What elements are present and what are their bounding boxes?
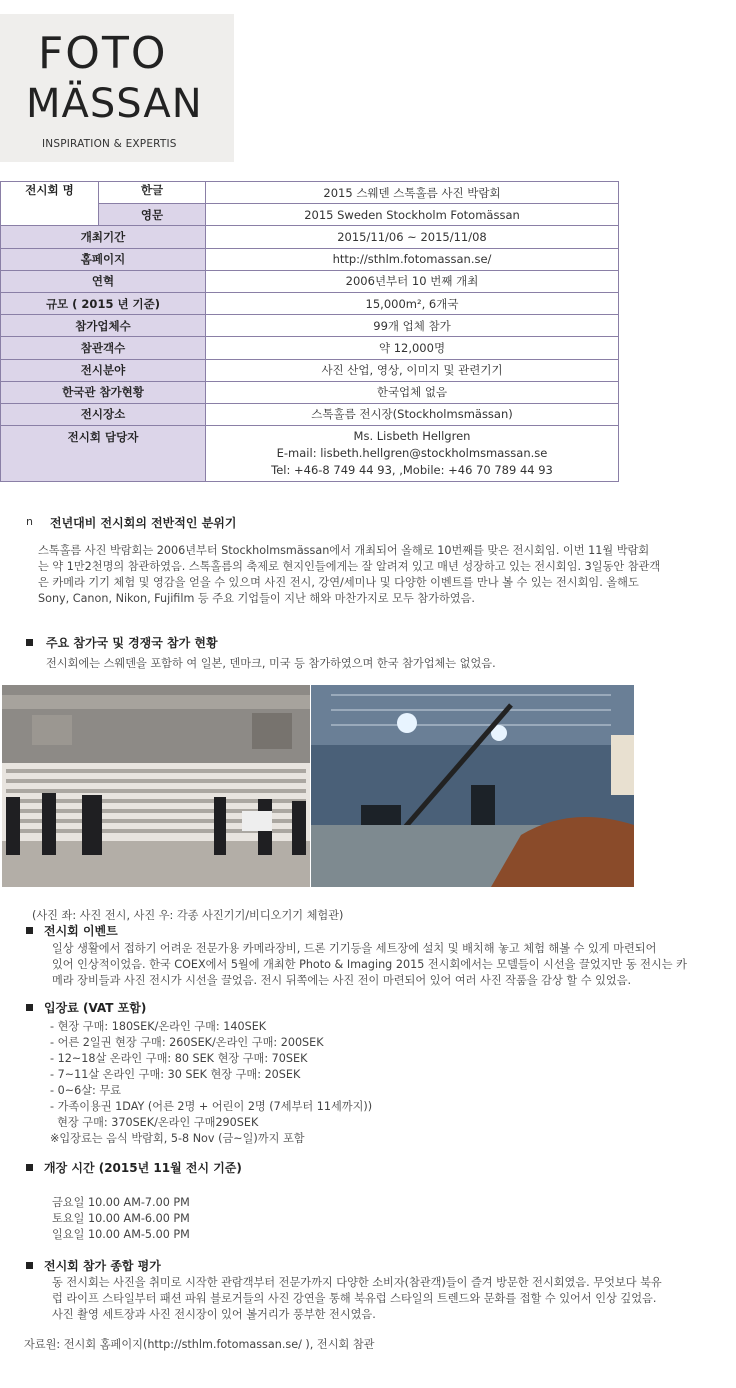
english-label: 영문	[99, 204, 206, 226]
fee-line: - 7~11살 온라인 구매: 30 SEK 현장 구매: 20SEK	[50, 1068, 301, 1081]
venue-value: 스톡홀름 전시장(Stockholmsmässan)	[206, 403, 619, 425]
section1-line: Sony, Canon, Nikon, Fujifilm 등 주요 기업들이 지난 해와 마찬가지로 모두 참가하였음.	[38, 592, 475, 605]
homepage-label: 홈페이지	[1, 248, 206, 270]
hours-line: 일요일 10.00 AM-5.00 PM	[52, 1228, 190, 1241]
korean-value: 2015 스웨덴 스톡홀름 사진 박람회	[206, 182, 619, 204]
hours-line: 토요일 10.00 AM-6.00 PM	[52, 1212, 190, 1225]
section5-heading: 개장 시간 (2015년 11월 전시 기준)	[44, 1161, 242, 1175]
period-label: 개최기간	[1, 226, 206, 248]
logo-tagline: INSPIRATION & EXPERTIS	[42, 138, 177, 150]
visitors-label: 참관객수	[1, 337, 206, 359]
contact-tel: Tel: +46-8 749 44 93, ,Mobile: +46 70 789 44 93	[271, 463, 553, 478]
photo-caption: (사진 좌: 사진 전시, 사진 우: 각종 사진기기/비디오기기 체험관)	[32, 909, 344, 922]
history-label: 연혁	[1, 270, 206, 292]
field-label: 전시분야	[1, 359, 206, 381]
homepage-link[interactable]: http://sthlm.fotomassan.se/	[206, 248, 619, 270]
visitors-value: 약 12,000명	[206, 337, 619, 359]
logo-line1: FOTO	[38, 28, 168, 79]
bullet-square	[26, 1164, 33, 1171]
exhibitors-label: 참가업체수	[1, 315, 206, 337]
section2-heading: 주요 참가국 및 경쟁국 참가 현황	[46, 636, 218, 650]
section1-line: 은 카메라 기기 체험 및 영감을 얻을 수 있으며 사진 전시, 강연/세미나 및 다양한 이벤트를 만나 볼 수 있는 전시회임. 올해도	[38, 576, 639, 589]
logo-line2: MÄSSAN	[26, 81, 203, 127]
section6-line: 동 전시회는 사진을 취미로 시작한 관람객부터 전문가까지 다양한 소비자(참관객)들이 즐겨 방문한 전시회였음. 무엇보다 북유	[52, 1276, 662, 1289]
period-value: 2015/11/06 ~ 2015/11/08	[206, 226, 619, 248]
fee-line: - 어른 2일권 현장 구매: 260SEK/온라인 구매: 200SEK	[50, 1036, 324, 1049]
bullet-square	[26, 639, 33, 646]
bullet-square	[26, 1262, 33, 1269]
contact-name: Ms. Lisbeth Hellgren	[353, 429, 471, 444]
korea-pavilion-value: 한국업체 없음	[206, 381, 619, 403]
fee-line: - 12~18살 온라인 구매: 80 SEK 현장 구매: 70SEK	[50, 1052, 308, 1065]
korean-label: 한글	[99, 182, 206, 204]
name-label: 전시회 명	[1, 182, 99, 226]
field-value: 사진 산업, 영상, 이미지 및 관련기기	[206, 359, 619, 381]
contact-email[interactable]: E-mail: lisbeth.hellgren@stockholmsmassan.se	[276, 446, 548, 461]
section1-heading: 전년대비 전시회의 전반적인 분위기	[50, 516, 237, 530]
fee-line: - 현장 구매: 180SEK/온라인 구매: 140SEK	[50, 1020, 267, 1033]
section1-line: 스톡홀름 사진 박람회는 2006년부터 Stockholmsmässan에서 개최되어 올해로 10번째를 맞은 전시회임. 이번 11월 박람회	[38, 544, 650, 557]
section6-line: 사진 촬영 세트장과 사진 전시장이 있어 볼거리가 풍부한 전시였음.	[52, 1308, 376, 1321]
scale-value: 15,000m², 6개국	[206, 292, 619, 314]
contact-value	[206, 426, 619, 482]
fotomassan-logo	[0, 14, 234, 162]
photo-exhibition	[2, 685, 310, 887]
section3-line: 일상 생활에서 접하기 어려운 전문가용 카메라장비, 드론 기기등을 세트장에 설치 및 배치해 놓고 체험 해볼 수 있게 마련되어	[52, 942, 657, 955]
korea-pavilion-label: 한국관 참가현황	[1, 381, 206, 403]
fee-line: - 0~6살: 무료	[50, 1084, 121, 1097]
photo-equipment-hall	[311, 685, 634, 887]
section6-heading: 전시회 참가 종합 평가	[44, 1259, 161, 1273]
section6-line: 럽 라이프 스타일부터 패션 파워 블로거들의 사진 강연을 통해 북유럽 스타일의 트렌드와 문화를 접할 수 있어서 인상 깊었음.	[52, 1292, 657, 1305]
venue-label: 전시장소	[1, 403, 206, 425]
bullet-square	[26, 927, 33, 934]
section1-marker: n	[26, 515, 33, 528]
exhibitors-value: 99개 업체 참가	[206, 315, 619, 337]
scale-label: 규모 ( 2015 년 기준)	[1, 292, 206, 314]
section3-line: 있어 인상적이었음. 한국 COEX에서 5월에 개최한 Photo & Imaging 2015 전시회에서는 모델들이 시선을 끌었지만 동 전시는 카	[52, 958, 687, 971]
exhibition-info-table	[0, 181, 619, 482]
fee-line: - 가족이용권 1DAY (어른 2명 + 어린이 2명 (7세부터 11세까지))	[50, 1100, 373, 1113]
section3-line: 메라 장비들과 사진 전시가 시선을 끌었음. 전시 뒤쪽에는 사진 전이 마련되어 있어 여러 사진 작품을 감상 할 수 있었음.	[52, 974, 632, 987]
section3-heading: 전시회 이벤트	[44, 924, 118, 938]
bullet-square	[26, 1004, 33, 1011]
hours-line: 금요일 10.00 AM-7.00 PM	[52, 1196, 190, 1209]
source-note: 자료원: 전시회 홈페이지(http://sthlm.fotomassan.se/ ), 전시회 참관	[24, 1338, 375, 1351]
english-value: 2015 Sweden Stockholm Fotomässan	[206, 204, 619, 226]
contact-label: 전시회 담당자	[1, 426, 206, 482]
section4-heading: 입장료 (VAT 포함)	[44, 1001, 147, 1015]
history-value: 2006년부터 10 번째 개최	[206, 270, 619, 292]
fee-line: 현장 구매: 370SEK/온라인 구매290SEK	[50, 1116, 259, 1129]
section2-text: 전시회에는 스웨덴을 포함하 여 일본, 덴마크, 미국 등 참가하였으며 한국 참가업체는 없었음.	[46, 657, 496, 670]
fee-note: ※입장료는 음식 박람회, 5-8 Nov (금~일)까지 포함	[50, 1132, 305, 1145]
section1-line: 는 약 1만2천명의 참관하였음. 스톡홀름의 축제로 현지인들에게는 잘 알려져 있고 매년 성장하고 있는 전시회임. 3일동안 참관객	[38, 560, 661, 573]
